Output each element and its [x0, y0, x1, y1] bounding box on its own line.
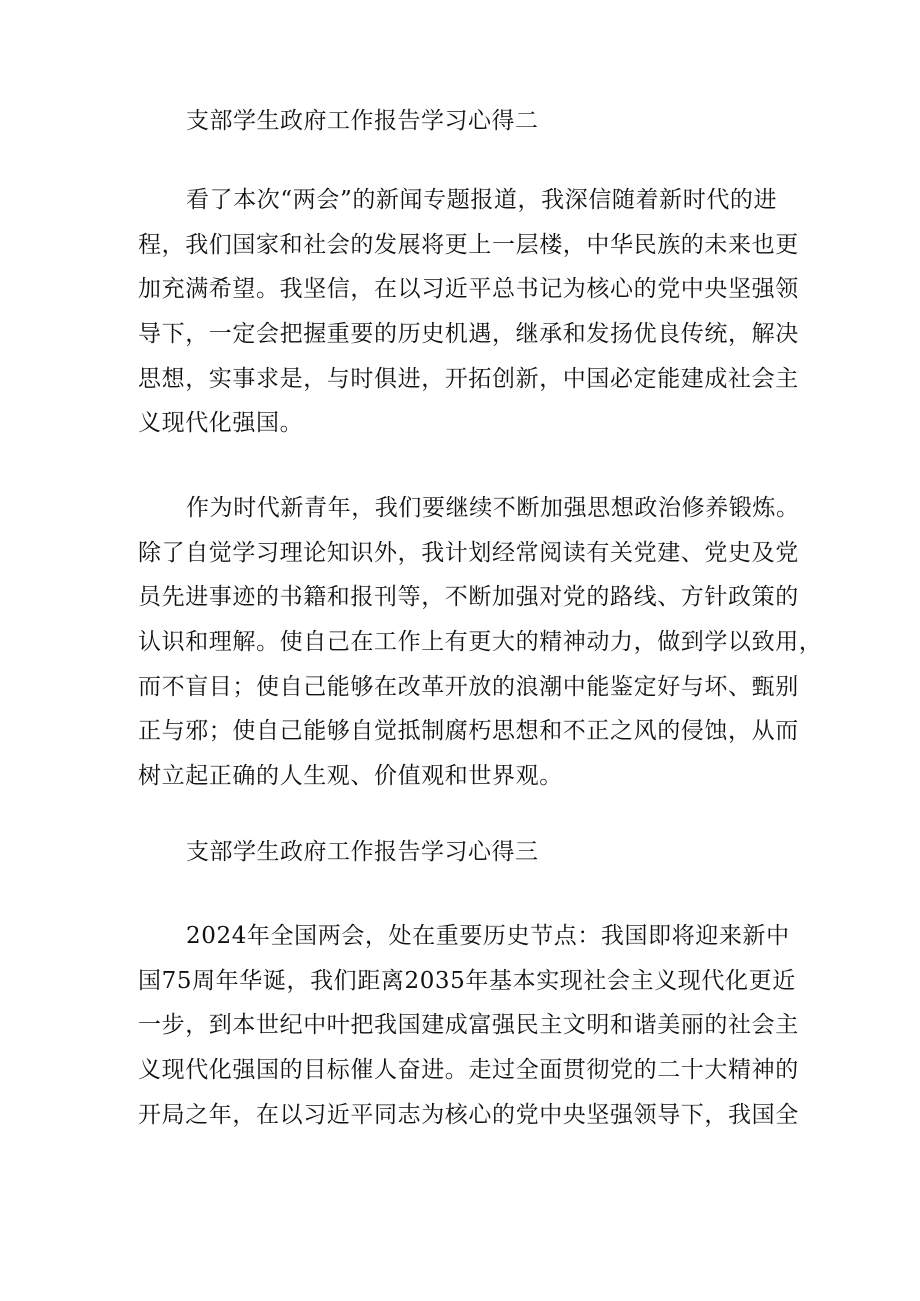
- paragraph-line: 国75周年华诞，我们距离2035年基本实现社会主义现代化更近: [138, 967, 796, 994]
- paragraph-line: 思想，实事求是，与时俱进，开拓创新，中国必定能建成社会主: [138, 365, 799, 392]
- paragraph-line: 除了自觉学习理论知识外，我计划经常阅读有关党建、党史及党: [138, 539, 799, 566]
- paragraph-line: 正与邪；使自己能够自觉抵制腐朽思想和不正之风的侵蚀，从而: [138, 718, 799, 745]
- paragraph-line: 认识和理解。使自己在工作上有更大的精神动力，做到学以致用，: [138, 629, 823, 656]
- section-heading-3: 支部学生政府工作报告学习心得三: [186, 839, 539, 865]
- paragraph-line: 看了本次“两会”的新闻专题报道，我深信随着新时代的进: [186, 187, 778, 213]
- paragraph-1: [138, 178, 799, 446]
- paragraph-line: 导下，一定会把握重要的历史机遇，继承和发扬优良传统，解决: [138, 321, 799, 348]
- paragraph-line: 2024年全国两会，处在重要历史节点：我国即将迎来新中: [186, 923, 790, 949]
- paragraph-line: 义现代化强国。: [138, 410, 304, 437]
- paragraph-line: 开局之年，在以习近平同志为核心的党中央坚强领导下，我国全: [138, 1101, 799, 1128]
- paragraph-line: 树立起正确的人生观、价值观和世界观。: [138, 763, 563, 790]
- paragraph-line: 义现代化强国的目标催人奋进。走过全面贯彻党的二十大精神的: [138, 1057, 799, 1084]
- paragraph-line: 一步，到本世纪中叶把我国建成富强民主文明和谐美丽的社会主: [138, 1012, 799, 1039]
- paragraph-line: 程，我们国家和社会的发展将更上一层楼，中华民族的未来也更: [138, 231, 799, 258]
- paragraph-line: 员先进事迹的书籍和报刊等，不断加强对党的路线、方针政策的: [138, 584, 799, 611]
- paragraph-line: 加充满希望。我坚信，在以习近平总书记为核心的党中央坚强领: [138, 276, 799, 303]
- paragraph-3: [138, 914, 799, 1137]
- paragraph-line: 而不盲目；使自己能够在改革开放的浪潮中能鉴定好与坏、甄别: [138, 673, 799, 700]
- paragraph-2: [138, 486, 823, 799]
- section-heading-2: 支部学生政府工作报告学习心得二: [186, 108, 539, 134]
- paragraph-line: 作为时代新青年，我们要继续不断加强思想政治修养锻炼。: [186, 495, 800, 521]
